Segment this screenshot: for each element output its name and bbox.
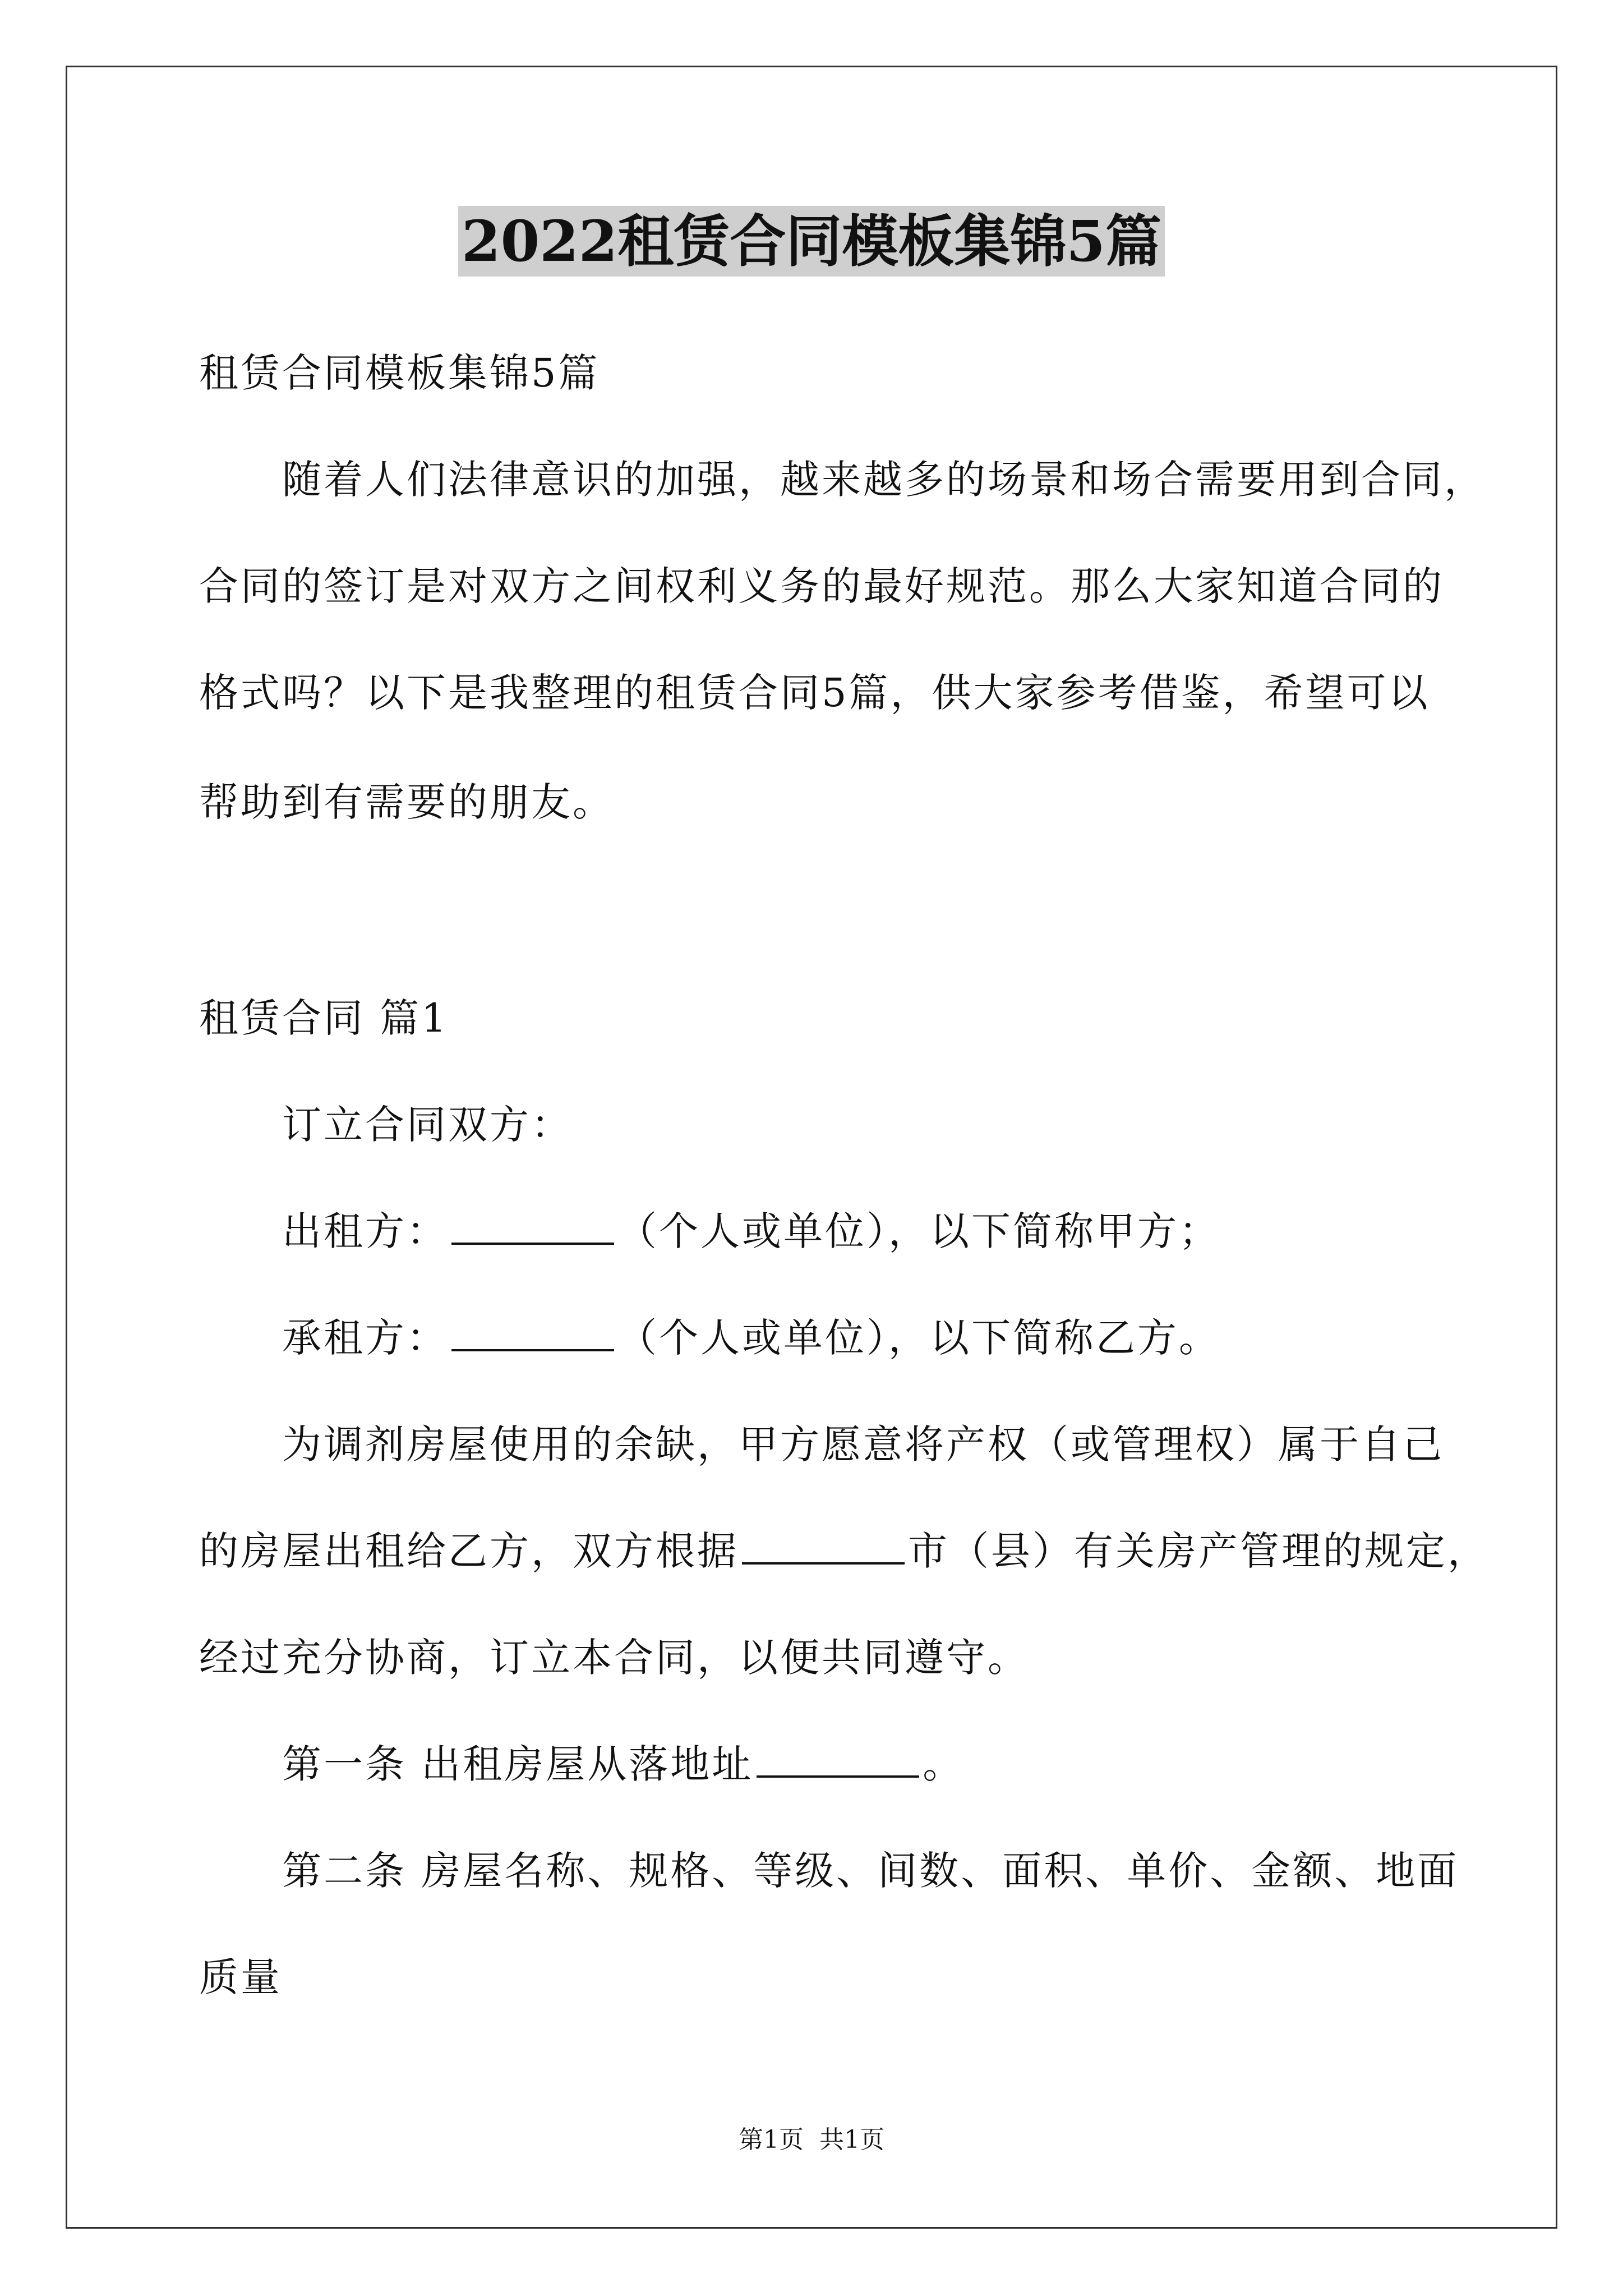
page-footer	[0, 2123, 1623, 2157]
footer-page-number: 第1页	[739, 2125, 804, 2154]
lessee-line	[282, 1310, 1220, 1366]
article-1-prefix: 第一条 出租房屋从落地址	[282, 1741, 754, 1787]
purpose-line-2	[199, 1523, 1489, 1579]
purpose-line-1: 为调剂房屋使用的余缺，甲方愿意将产权（或管理权）属于自己	[282, 1421, 1444, 1467]
section-heading: 租赁合同 篇1	[199, 995, 449, 1041]
lessor-blank	[451, 1207, 614, 1245]
parties-heading: 订立合同双方：	[282, 1102, 573, 1148]
footer-total-pages: 共1页	[819, 2125, 884, 2154]
lessee-label: 承租方：	[282, 1315, 448, 1361]
intro-line-2: 合同的签订是对双方之间权利义务的最好规范。那么大家知道合同的	[199, 563, 1444, 609]
article-1-suffix: 。	[923, 1741, 965, 1787]
purpose-line-2-prefix: 的房屋出租给乙方，双方根据	[199, 1528, 739, 1574]
article-2-line-2: 质量	[199, 1954, 282, 2000]
purpose-line-2-suffix: 市（县）有关房产管理的规定，	[908, 1528, 1489, 1574]
article-2-line-1: 第二条 房屋名称、规格、等级、间数、面积、单价、金额、地面	[282, 1848, 1459, 1894]
intro-line-3: 格式吗？以下是我整理的租赁合同5篇，供大家参考借鉴，希望可以	[199, 670, 1430, 716]
city-blank	[742, 1526, 905, 1565]
lessee-suffix: （个人或单位），以下简称乙方。	[617, 1315, 1220, 1361]
intro-line-4: 帮助到有需要的朋友。	[199, 779, 614, 825]
purpose-line-3: 经过充分协商，订立本合同，以便共同遵守。	[199, 1635, 1029, 1681]
address-blank	[757, 1740, 919, 1778]
lessor-label: 出租方：	[282, 1208, 448, 1254]
intro-line-1: 随着人们法律意识的加强，越来越多的场景和场合需要用到合同，	[282, 457, 1486, 503]
document-subtitle: 租赁合同模板集锦5篇	[199, 350, 600, 396]
article-1-line	[282, 1736, 964, 1792]
lessee-blank	[451, 1313, 614, 1351]
document-title-text: 2022租赁合同模板集锦5篇	[458, 206, 1165, 277]
lessor-suffix: （个人或单位），以下简称甲方；	[617, 1208, 1220, 1254]
document-title	[0, 202, 1623, 280]
lessor-line	[282, 1203, 1220, 1259]
